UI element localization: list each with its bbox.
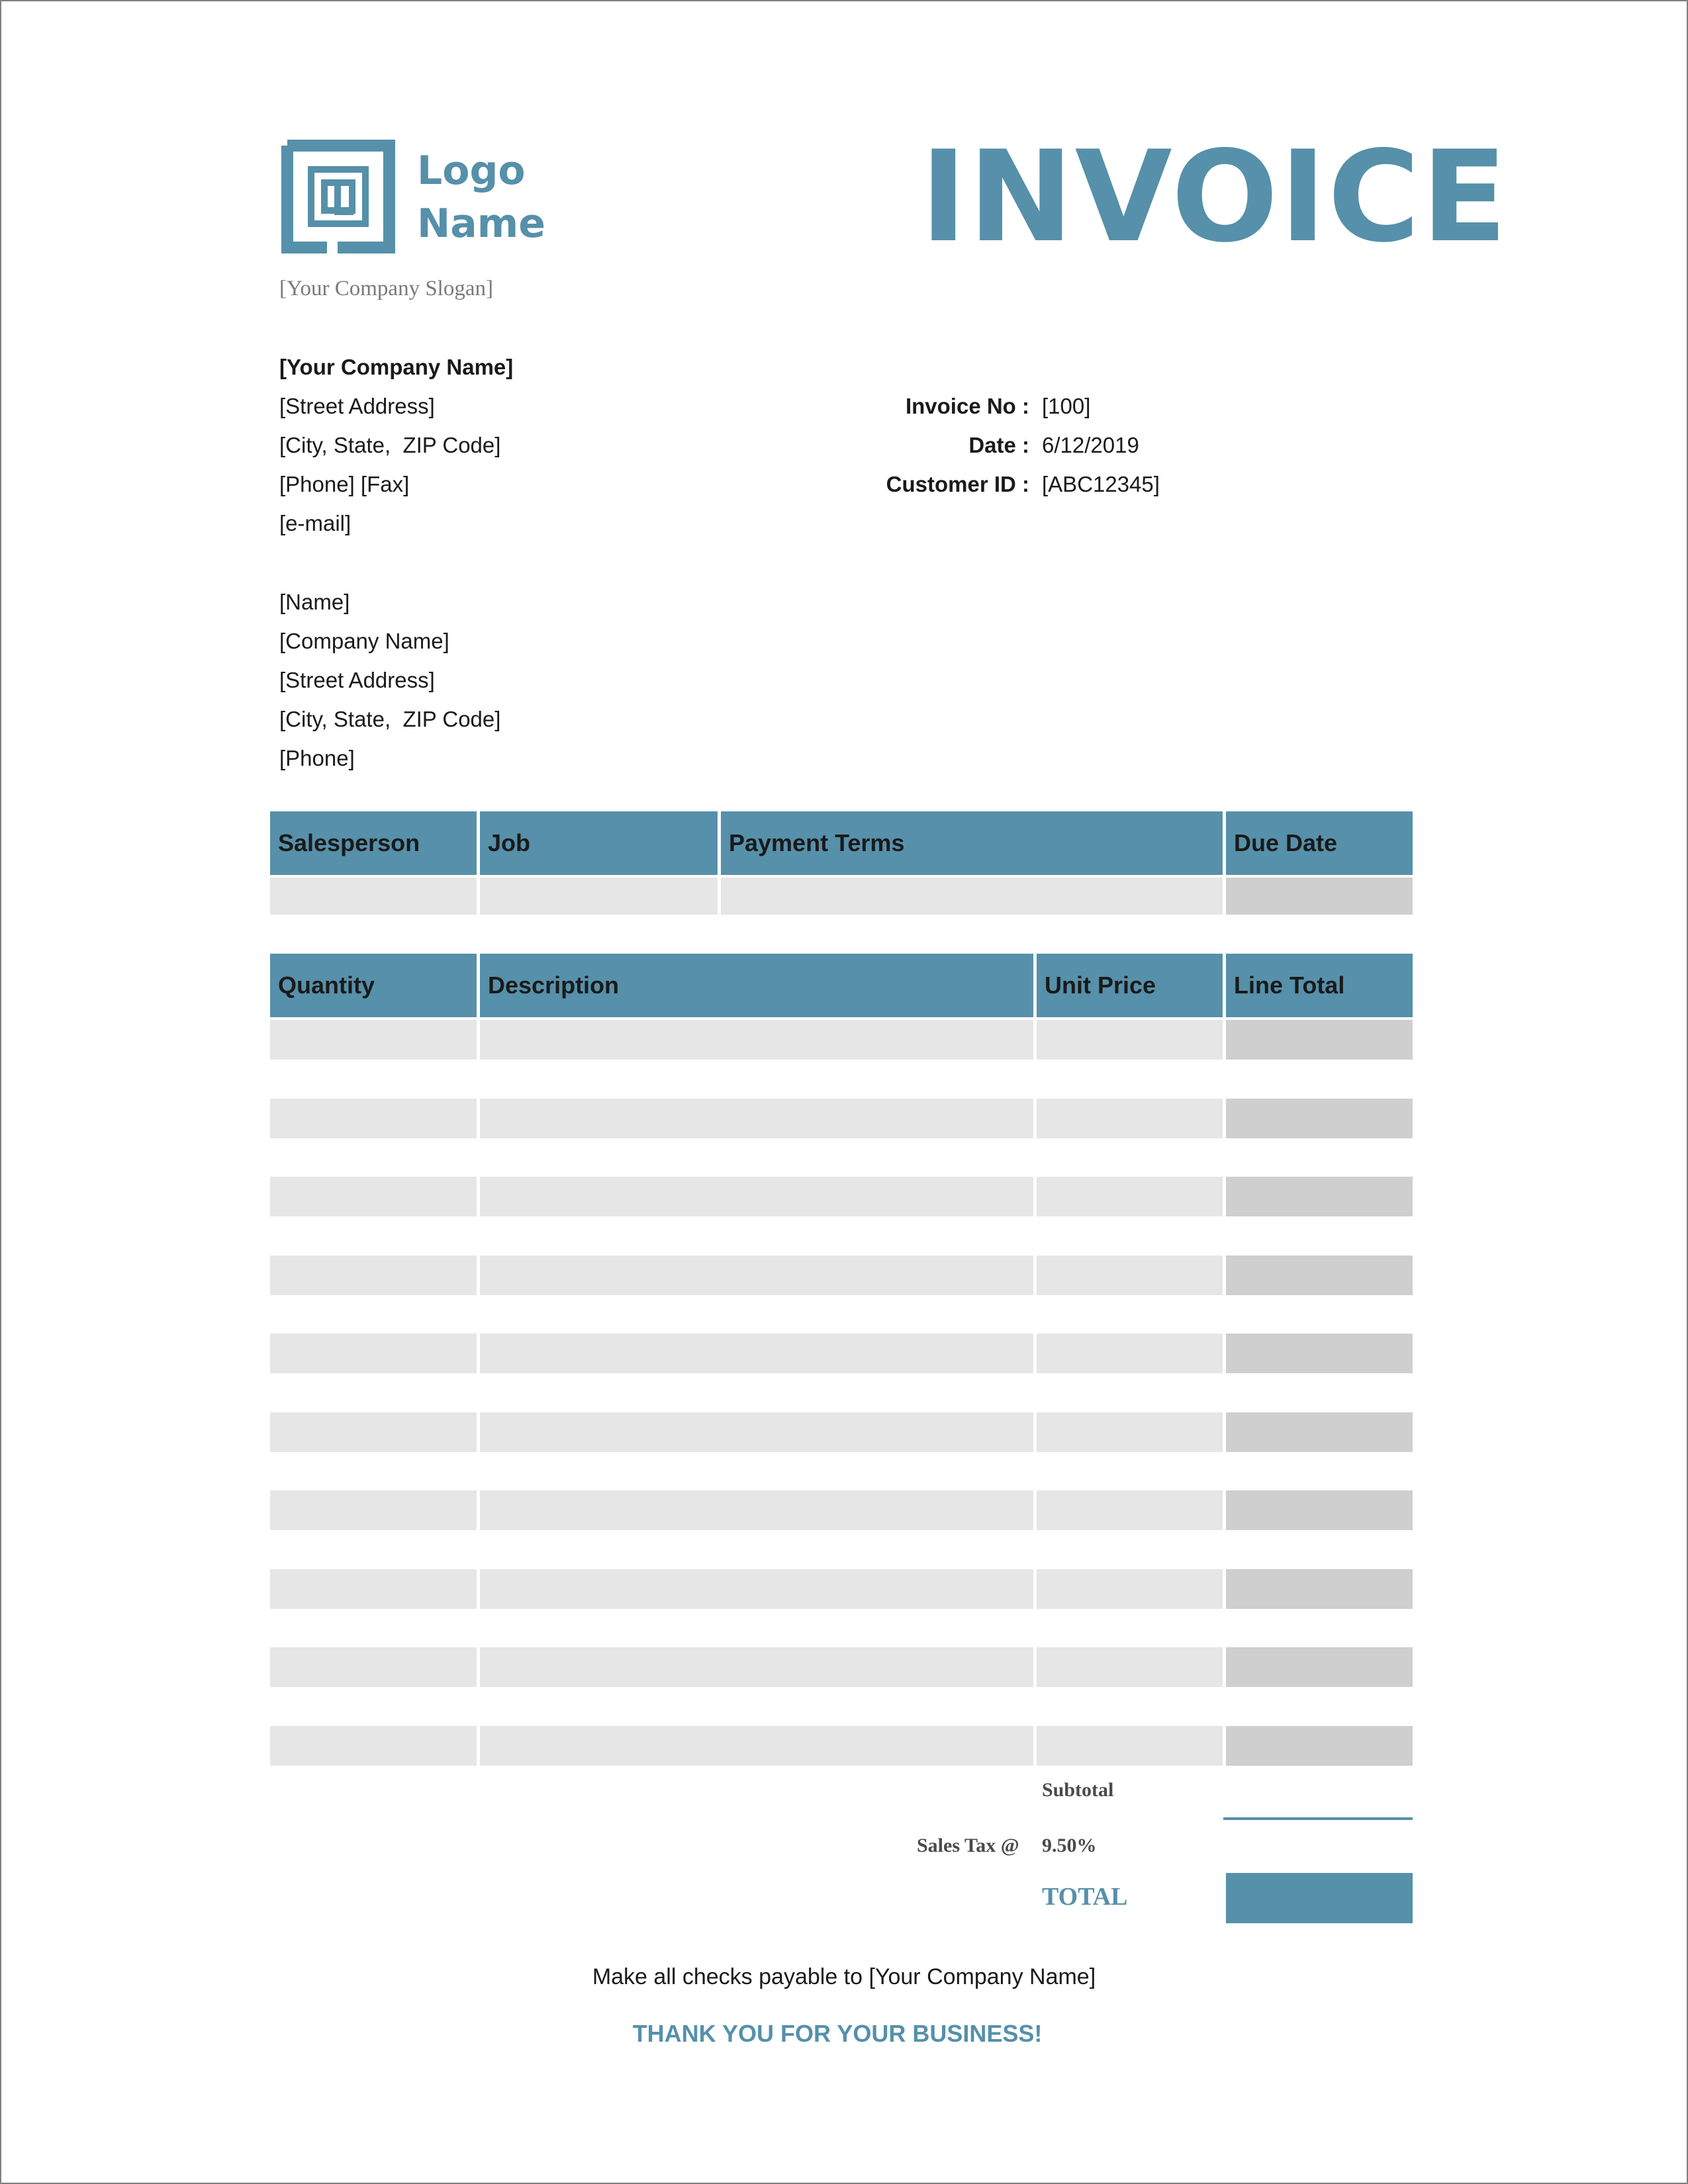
item-cell-unit-price[interactable] (1037, 1020, 1223, 1060)
item-cell-description[interactable] (480, 1726, 1033, 1766)
recipient-company: [Company Name] (279, 629, 449, 653)
item-cell-unit-price[interactable] (1037, 1569, 1223, 1609)
company-slogan: [Your Company Slogan] (279, 277, 493, 300)
logo-name-line1: Logo (417, 148, 526, 194)
customer-id-value: [ABC12345] (1042, 472, 1160, 496)
item-cell-line-total[interactable] (1226, 1490, 1413, 1530)
item-cell-description[interactable] (480, 1177, 1033, 1216)
sender-city: [City, State, ZIP Code] (279, 433, 501, 457)
item-cell-description[interactable] (480, 1569, 1033, 1609)
item-cell-unit-price[interactable] (1037, 1412, 1223, 1452)
job-cell-salesperson[interactable] (270, 878, 477, 915)
sales-tax-rate: 9.50% (1042, 1835, 1097, 1856)
item-cell-quantity[interactable] (270, 1099, 477, 1138)
item-cell-unit-price[interactable] (1037, 1726, 1223, 1766)
item-cell-unit-price[interactable] (1037, 1255, 1223, 1295)
square-maze-logo-icon (281, 139, 396, 254)
logo-name (417, 144, 545, 250)
job-cell-job[interactable] (480, 878, 718, 915)
thank-you-message: THANK YOU FOR YOUR BUSINESS! (632, 2020, 1043, 2047)
job-header-due-date: Due Date (1226, 811, 1413, 875)
subtotal-label: Subtotal (1042, 1779, 1114, 1801)
sales-tax-label: Sales Tax @ (917, 1835, 1019, 1856)
item-cell-quantity[interactable] (270, 1412, 477, 1452)
job-header-payment-terms: Payment Terms (721, 811, 1223, 875)
recipient-phone: [Phone] (279, 746, 355, 770)
date-label: Date : (968, 433, 1029, 457)
job-header-job: Job (480, 811, 718, 875)
sender-street: [Street Address] (279, 394, 435, 418)
invoice-title: INVOICE (920, 124, 1509, 270)
date-value: 6/12/2019 (1042, 433, 1139, 457)
sender-phone-fax: [Phone] [Fax] (279, 472, 410, 496)
item-cell-description[interactable] (480, 1412, 1033, 1452)
items-header-unit-price: Unit Price (1037, 954, 1223, 1017)
item-cell-line-total[interactable] (1226, 1099, 1413, 1138)
item-cell-quantity[interactable] (270, 1255, 477, 1295)
subtotal-field[interactable] (1223, 1817, 1413, 1820)
item-cell-quantity[interactable] (270, 1177, 477, 1216)
items-header-line-total: Line Total (1226, 954, 1413, 1017)
job-cell-due-date[interactable] (1226, 878, 1413, 915)
item-cell-description[interactable] (480, 1255, 1033, 1295)
item-cell-quantity[interactable] (270, 1726, 477, 1766)
item-cell-line-total[interactable] (1226, 1334, 1413, 1373)
item-cell-line-total[interactable] (1226, 1726, 1413, 1766)
recipient-city: [City, State, ZIP Code] (279, 707, 501, 731)
sender-email: [e-mail] (279, 511, 352, 535)
item-cell-quantity[interactable] (270, 1490, 477, 1530)
invoice-no-label: Invoice No : (905, 394, 1029, 418)
customer-id-label: Customer ID : (886, 472, 1029, 496)
total-label: TOTAL (1042, 1883, 1128, 1911)
item-cell-unit-price[interactable] (1037, 1647, 1223, 1687)
item-cell-description[interactable] (480, 1020, 1033, 1060)
items-header-quantity: Quantity (270, 954, 477, 1017)
item-cell-unit-price[interactable] (1037, 1334, 1223, 1373)
item-cell-line-total[interactable] (1226, 1255, 1413, 1295)
items-header-description: Description (480, 954, 1033, 1017)
item-cell-description[interactable] (480, 1334, 1033, 1373)
item-cell-description[interactable] (480, 1647, 1033, 1687)
item-cell-unit-price[interactable] (1037, 1099, 1223, 1138)
job-cell-payment-terms[interactable] (721, 878, 1223, 915)
item-cell-quantity[interactable] (270, 1647, 477, 1687)
item-cell-quantity[interactable] (270, 1569, 477, 1609)
item-cell-unit-price[interactable] (1037, 1177, 1223, 1216)
item-cell-unit-price[interactable] (1037, 1490, 1223, 1530)
item-cell-line-total[interactable] (1226, 1412, 1413, 1452)
total-field[interactable] (1226, 1873, 1413, 1923)
item-cell-quantity[interactable] (270, 1020, 477, 1060)
logo-name-line2: Name (417, 201, 545, 247)
item-cell-line-total[interactable] (1226, 1569, 1413, 1609)
job-header-salesperson: Salesperson (270, 811, 477, 875)
invoice-no-value: [100] (1042, 394, 1091, 418)
item-cell-description[interactable] (480, 1099, 1033, 1138)
item-cell-quantity[interactable] (270, 1334, 477, 1373)
item-cell-line-total[interactable] (1226, 1177, 1413, 1216)
item-cell-description[interactable] (480, 1490, 1033, 1530)
item-cell-line-total[interactable] (1226, 1647, 1413, 1687)
checks-payable-note: Make all checks payable to [Your Company Name] (592, 1964, 1096, 1989)
item-cell-line-total[interactable] (1226, 1020, 1413, 1060)
recipient-street: [Street Address] (279, 668, 435, 692)
recipient-name: [Name] (279, 590, 350, 614)
sender-company-name: [Your Company Name] (279, 355, 514, 379)
